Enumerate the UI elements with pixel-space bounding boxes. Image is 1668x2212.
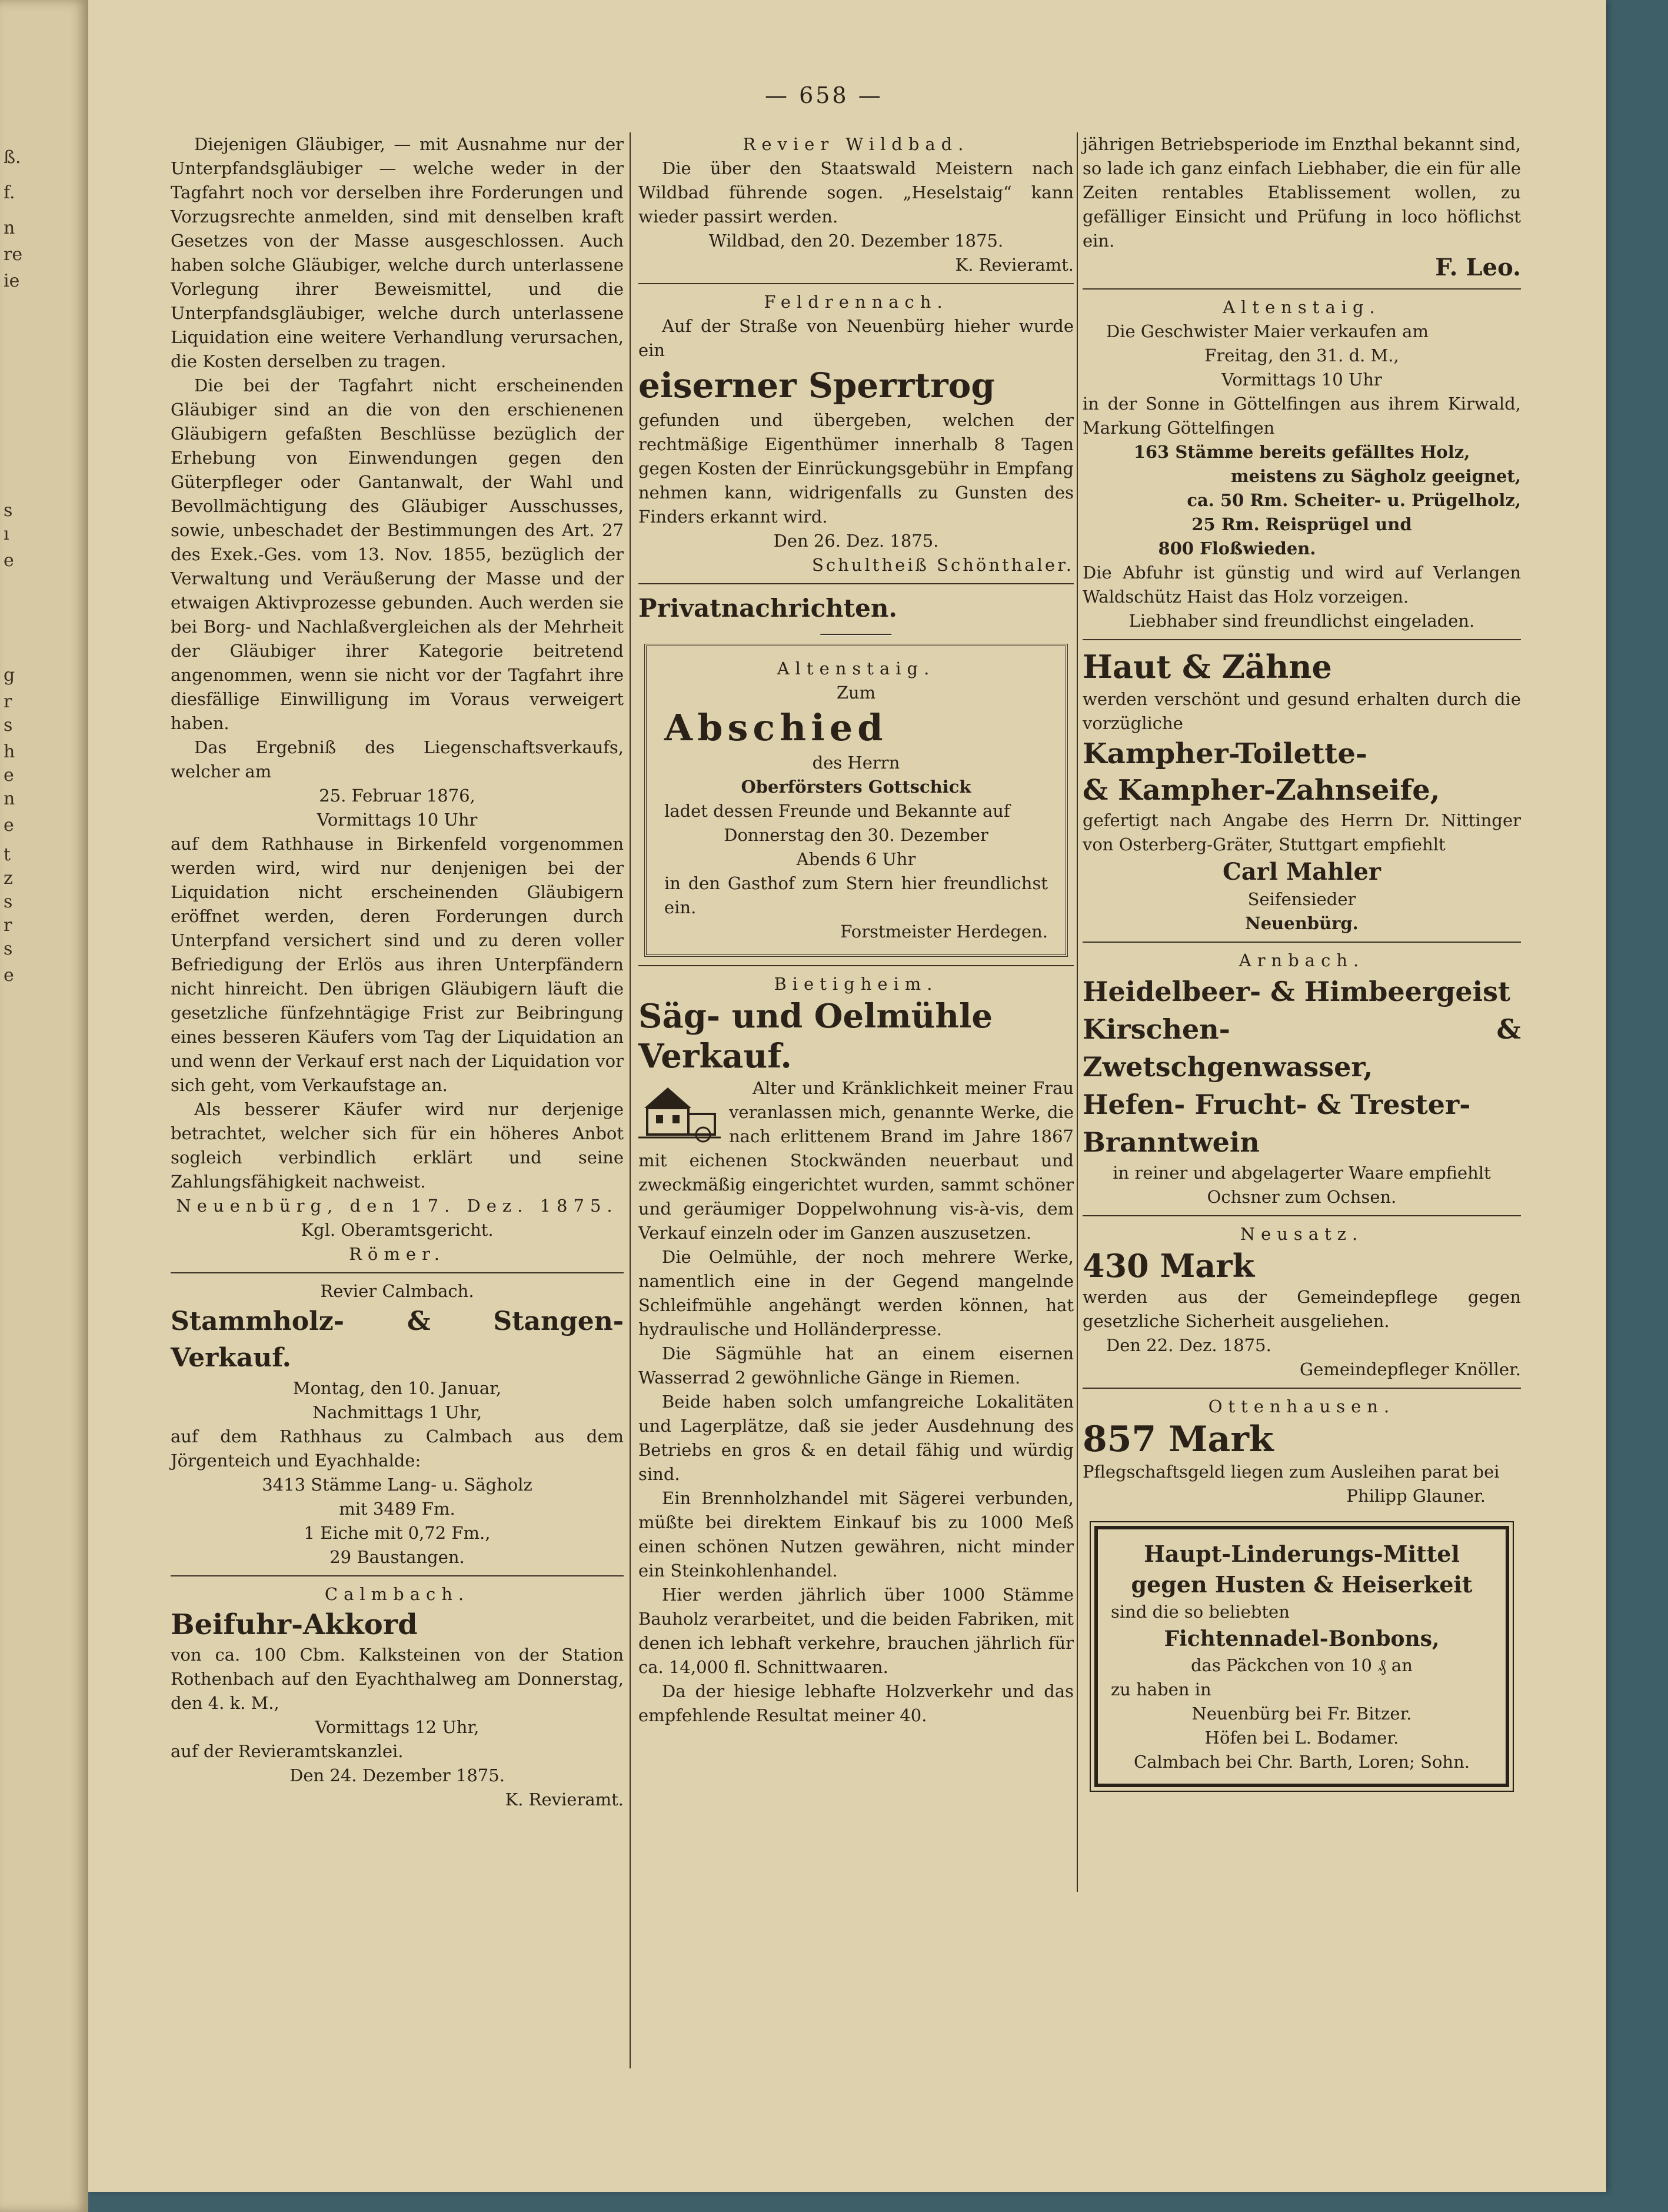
left-fragment: n — [4, 789, 15, 809]
paragraph: Die bei der Tagfahrt nicht erscheinenden Gläubiger sind an die von den erschienenen Gläubigern gefaßten Beschlüsse bezüglich der Erhebung von Einwendungen gegen den Güterpfleger oder Gantanwalt, der Wahl und Bevollmächtigung des Gläubiger Ausschusses, sowie, unbeschadet der Bestimmungen des Art. 27 des Exek.-Ges. vom 13. Nov. 1855, bezüglich der Verwaltung und Veräußerung der Masse und der etwaigen Aktivprozesse gebunden. Auch werden sie bei Borg- und Nachlaßvergleichen als der Mehrheit der Gläubiger ihrer Kategorie beitretend angenommen, wenn sie nicht vor der Tagfahrt ihre diesfällige Einwilligung im Voraus verweigert haben. — [171, 375, 624, 733]
left-fragment: e — [4, 815, 14, 836]
paragraph: auf dem Rathhause in Birkenfeld vorgenommen werden wird, wird nur denjenigen bei der Liquidation nicht erscheinenden Gläubigern eröffnet werden, deren Forderungen durch Unterpfand versichert sind und zu deren voller Befriedigung der Erlös aus ihren Unterpfändern nicht hinreicht. Den übrigen Gläubigern läuft die gesetzliche fünfzehntägige Frist zur Beibringung eines besseren Käufers vom Tag der Liquidation an und wenn der Verkauf erst nach der Liquidation vor sich geht, vom Verkaufstage an. — [171, 834, 624, 1095]
ad-text: auf der Revieramtskanzlei. — [171, 1741, 404, 1761]
divider — [638, 283, 1074, 284]
ad-trade: Seifensieder — [1247, 889, 1356, 909]
ad-time: Nachmittags 1 Uhr, — [312, 1402, 482, 1422]
ad-text: in reiner und abgelagerter Waare empfiehlt — [1113, 1163, 1491, 1183]
ad-item: meistens zu Sägholz geeignet, — [1231, 466, 1521, 486]
ad-text: Die Oelmühle, der noch mehrere Werke, namentlich eine in der Gegend mangelnde Schleifmühle angehängt werden können, hat hydraulische und Holländerpresse. — [638, 1247, 1074, 1339]
divider — [1083, 1215, 1521, 1216]
ad-title: Branntwein — [1083, 1126, 1260, 1158]
ad-item: 1 Eiche mit 0,72 Fm., — [304, 1523, 491, 1543]
ad-text: jährigen Betriebsperiode im Enzthal bekannt sind, so lade ich ganz einfach Liebhaber, die ein für alle Zeiten rentables Etablissement wollen, zu gefälliger Einsicht und Prüfung in loco höflichst ein. — [1083, 134, 1521, 251]
ad-text: Da der hiesige lebhafte Holzverkehr und das empfehlende Resultat meiner 40. — [638, 1681, 1074, 1725]
ad-date: Montag, den 10. Januar, — [292, 1378, 502, 1398]
ad-item: 25 Rm. Reisprügel und — [1191, 514, 1412, 534]
divider — [171, 1575, 624, 1576]
ad-item: 29 Baustangen. — [329, 1547, 465, 1567]
left-fragment: s — [4, 892, 13, 912]
ad-text: Auf der Straße von Neuenbürg hieher wurde ein — [638, 316, 1074, 360]
ad-text: Die Geschwister Maier verkaufen am — [1106, 321, 1429, 341]
ad-sign: Schultheiß Schönthaler. — [812, 555, 1074, 575]
ad-item: 3413 Stämme Lang- u. Sägholz — [262, 1475, 532, 1495]
ad-product: Kampher-Toilette- — [1083, 737, 1367, 770]
left-fragment: ß. — [4, 147, 21, 168]
box-title: Abschied — [664, 706, 888, 749]
column-rule — [630, 132, 631, 2068]
signature-name: Römer. — [349, 1244, 445, 1264]
box-zum: Zum — [836, 683, 876, 703]
box-name: Oberförsters Gottschick — [741, 777, 971, 797]
box-location: Neuenbürg bei Fr. Bitzer. — [1191, 1704, 1412, 1724]
divider — [1083, 288, 1521, 290]
box-text: ladet dessen Freunde und Bekannte auf — [664, 801, 1010, 821]
paragraph: Das Ergebniß des Liegenschaftsverkaufs, welcher am — [171, 737, 624, 781]
ad-time: Vormittags 12 Uhr, — [315, 1717, 480, 1737]
box-price: das Päckchen von 10 ₰ an — [1191, 1655, 1413, 1675]
ad-date: Den 22. Dez. 1875. — [1106, 1335, 1271, 1355]
left-fragment: e — [4, 965, 14, 986]
ad-text: Alter und Kränklichkeit meiner Frau veranlassen mich, genannte Werke, die nach erlittenem Brand im Jahre 1867 mit eichenen Stockwänden neuerbaut und zweckmäßig eingerichtet wurden, sammt schöner und geräumiger Doppelwohnung vis-à-vis, dem Verkauf einzeln oder im Ganzen auszusetzen. — [638, 1078, 1074, 1243]
divider — [1083, 942, 1521, 943]
divider — [820, 634, 892, 636]
ad-item: 800 Floßwieden. — [1158, 538, 1316, 558]
ad-text: Hier werden jährlich über 1000 Stämme Bauholz verarbeitet, und die beiden Fabriken, mit denen ich lebhaft verkehre, brauchen jährlich für ca. 14,000 fl. Schnittwaaren. — [638, 1585, 1074, 1677]
ad-title: Kirschen- & Zwetschgenwasser, — [1083, 1013, 1521, 1083]
box-title: gegen Husten & Heiserkeit — [1131, 1571, 1473, 1598]
ad-text: Die über den Staatswald Meistern nach Wildbad führende sogen. „Heselstaig“ kann wieder passirt werden. — [638, 158, 1074, 227]
ad-place: Bietigheim. — [774, 974, 938, 994]
ad-text: Die Sägmühle hat an einem eisernen Wasserrad 2 gewöhnliche Gänge in Riemen. — [638, 1343, 1074, 1388]
ad-text: werden aus der Gemeindepflege gegen gesetzliche Sicherheit ausgeliehen. — [1083, 1287, 1521, 1331]
ad-date: Den 26. Dez. 1875. — [773, 531, 939, 551]
column-3 — [1083, 132, 1521, 1805]
ad-product: & Kampher-Zahnseife, — [1083, 774, 1440, 807]
mill-building-icon — [638, 1079, 721, 1143]
divider — [638, 583, 1074, 584]
ad-title: 857 Mark — [1083, 1419, 1274, 1460]
date-line: 25. Februar 1876, — [319, 786, 475, 806]
ad-text: Ein Brennholzhandel mit Sägerei verbunden, müßte bei direktem Einkauf bis zu 1000 Meß einen schönen Nutzen gewähren, nicht minder ein Steinkohlenhandel. — [638, 1488, 1074, 1581]
box-title: Haupt-Linderungs-Mittel — [1144, 1541, 1460, 1567]
divider — [1083, 639, 1521, 640]
signature-place: Neuenbürg, den 17. Dez. 1875. — [176, 1196, 618, 1216]
left-fragment: e — [4, 550, 14, 571]
ad-place: Altenstaig. — [1223, 297, 1381, 317]
box-product: Fichtennadel-Bonbons, — [1164, 1626, 1440, 1651]
paragraph: Als besserer Käufer wird nur derjenige betrachtet, welcher sich für ein höheres Anbot sogleich verbindlich erklärt und seine Zahlungsfähigkeit nachweist. — [171, 1099, 624, 1192]
ad-title: Beifuhr-Akkord — [171, 1608, 418, 1641]
ad-time: Vormittags 10 Uhr — [1221, 370, 1382, 390]
left-page-edge — [0, 0, 88, 2212]
ad-sign: K. Revieramt. — [955, 255, 1074, 275]
ad-sign: F. Leo. — [1435, 254, 1521, 281]
newspaper-page — [88, 0, 1606, 2192]
ad-text: Liebhaber sind freundlichst eingeladen. — [1128, 611, 1475, 631]
left-fragment: s — [4, 715, 13, 736]
box-text: zu haben in — [1111, 1679, 1211, 1699]
box-text: in den Gasthof zum Stern hier freundlichst ein. — [664, 873, 1048, 917]
ad-date: Freitag, den 31. d. M., — [1204, 345, 1399, 365]
box-place: Altenstaig. — [777, 658, 935, 678]
signature-office: Kgl. Oberamtsgericht. — [301, 1220, 494, 1240]
farewell-box — [644, 644, 1068, 957]
left-fragment: ie — [4, 271, 20, 291]
ad-place: Arnbach. — [1238, 950, 1365, 970]
ad-title: Heidelbeer- & Himbeergeist — [1083, 976, 1511, 1007]
left-fragment: s — [4, 939, 13, 959]
ad-text: gefunden und übergeben, welchen der rechtmäßige Eigenthümer innerhalb 8 Tagen gegen Kosten der Einrückungsgebühr in Empfang nehmen kann, widrigenfalls zu Gunsten des Finders erkannt wird. — [638, 410, 1074, 527]
ad-text: in der Sonne in Göttelfingen aus ihrem Kirwald, Markung Göttelfingen — [1083, 394, 1521, 438]
ad-text: Die Abfuhr ist günstig und wird auf Verlangen Waldschütz Haist das Holz vorzeigen. — [1083, 563, 1521, 607]
box-sign: Forstmeister Herdegen. — [840, 922, 1048, 942]
left-fragment: t — [4, 844, 11, 865]
ad-sign: Ochsner zum Ochsen. — [1207, 1187, 1397, 1207]
left-fragment: g — [4, 665, 15, 686]
ad-date: Wildbad, den 20. Dezember 1875. — [708, 231, 1004, 251]
ad-place: Calmbach. — [324, 1584, 470, 1604]
ad-place: Feldrennach. — [764, 292, 948, 312]
bonbon-box — [1094, 1526, 1509, 1787]
left-fragment: f. — [4, 182, 15, 203]
ad-town: Neuenbürg. — [1245, 913, 1359, 933]
left-fragment: n — [4, 218, 15, 238]
ad-date: Den 24. Dezember 1875. — [289, 1765, 505, 1785]
ad-title: eiserner Sperrtrog — [638, 365, 995, 405]
box-time: Abends 6 Uhr — [796, 849, 916, 869]
ad-text: auf dem Rathhaus zu Calmbach aus dem Jörgenteich und Eyachhalde: — [171, 1426, 624, 1471]
time-line: Vormittags 10 Uhr — [317, 810, 478, 830]
ad-place: Ottenhausen. — [1208, 1396, 1396, 1416]
ad-title: Hefen- Frucht- & Trester- — [1083, 1089, 1471, 1120]
box-text: sind die so beliebten — [1111, 1602, 1290, 1622]
ad-place: Revier Wildbad. — [743, 134, 970, 154]
ad-text: Beide haben solch umfangreiche Lokalitäten und Lagerplätze, daß sie jeder Ausdehnung des Betriebs en gros & en detail fähig und würdig sind. — [638, 1392, 1074, 1484]
ad-text: gefertigt nach Angabe des Herrn Dr. Nittinger von Osterberg-Gräter, Stuttgart empfiehlt — [1083, 810, 1521, 854]
ad-place: Neusatz. — [1240, 1224, 1364, 1244]
left-fragment: z — [4, 868, 13, 889]
ad-name: Carl Mahler — [1223, 858, 1381, 886]
page-number: — 658 — — [765, 82, 883, 108]
left-fragment: r — [4, 691, 12, 712]
column-1 — [171, 132, 624, 1812]
left-fragment: re — [4, 244, 23, 265]
box-date: Donnerstag den 30. Dezember — [724, 825, 988, 845]
paragraph: Diejenigen Gläubiger, — mit Ausnahme nur der Unterpfandsgläubiger — welche weder in der Tagfahrt noch vor derselben ihre Forderungen und Vorzugsrechte anmelden, sind mit denselben kraft Gesetzes von der Masse ausgeschlossen. Auch haben solche Gläubiger, welche durch unterlassene Vorlegung ihrer Beweismittel, und die Unterpfandsgläubiger, welche durch unterlassene Liquidation eine weitere Verhandlung verursachen, die Kosten derselben zu tragen. — [171, 134, 624, 371]
left-fragment: r — [4, 915, 12, 936]
ad-text: von ca. 100 Cbm. Kalksteinen von der Station Rothenbach auf den Eyachthalweg am Donnerstag, den 4. k. M., — [171, 1645, 624, 1713]
left-fragment: ı — [4, 524, 9, 544]
left-fragment: e — [4, 765, 14, 786]
column-2 — [638, 132, 1074, 1728]
divider — [638, 965, 1074, 966]
column-rule — [1077, 132, 1078, 1892]
ad-sign: K. Revieramt. — [505, 1789, 624, 1809]
left-fragment: s — [4, 500, 13, 521]
box-location: Höfen bei L. Bodamer. — [1204, 1728, 1399, 1748]
ad-item: ca. 50 Rm. Scheiter- u. Prügelholz, — [1187, 490, 1521, 510]
ad-sign: Gemeindepfleger Knöller. — [1300, 1359, 1521, 1379]
ad-item: 163 Stämme bereits gefälltes Holz, — [1133, 442, 1470, 462]
ad-title: 430 Mark — [1083, 1247, 1255, 1285]
section-heading: Privatnachrichten. — [638, 594, 898, 623]
box-des: des Herrn — [812, 753, 900, 773]
ad-text: werden verschönt und gesund erhalten durch die vorzügliche — [1083, 689, 1521, 733]
divider — [1083, 1388, 1521, 1389]
ad-item: mit 3489 Fm. — [339, 1499, 455, 1519]
ad-title: Haut & Zähne — [1083, 648, 1332, 686]
ad-title: Stammholz- & Stangen-Verkauf. — [171, 1306, 624, 1373]
divider — [171, 1272, 624, 1273]
ad-title: Säg- und Oelmühle — [638, 997, 993, 1036]
ad-place: Revier Calmbach. — [320, 1281, 474, 1301]
left-fragment: h — [4, 741, 15, 762]
ad-title: Verkauf. — [638, 1037, 792, 1076]
box-location: Calmbach bei Chr. Barth, Loren; Sohn. — [1134, 1752, 1470, 1772]
ad-text: Pflegschaftsgeld liegen zum Ausleihen parat bei — [1083, 1462, 1500, 1482]
ad-sign: Philipp Glauner. — [1346, 1486, 1486, 1506]
